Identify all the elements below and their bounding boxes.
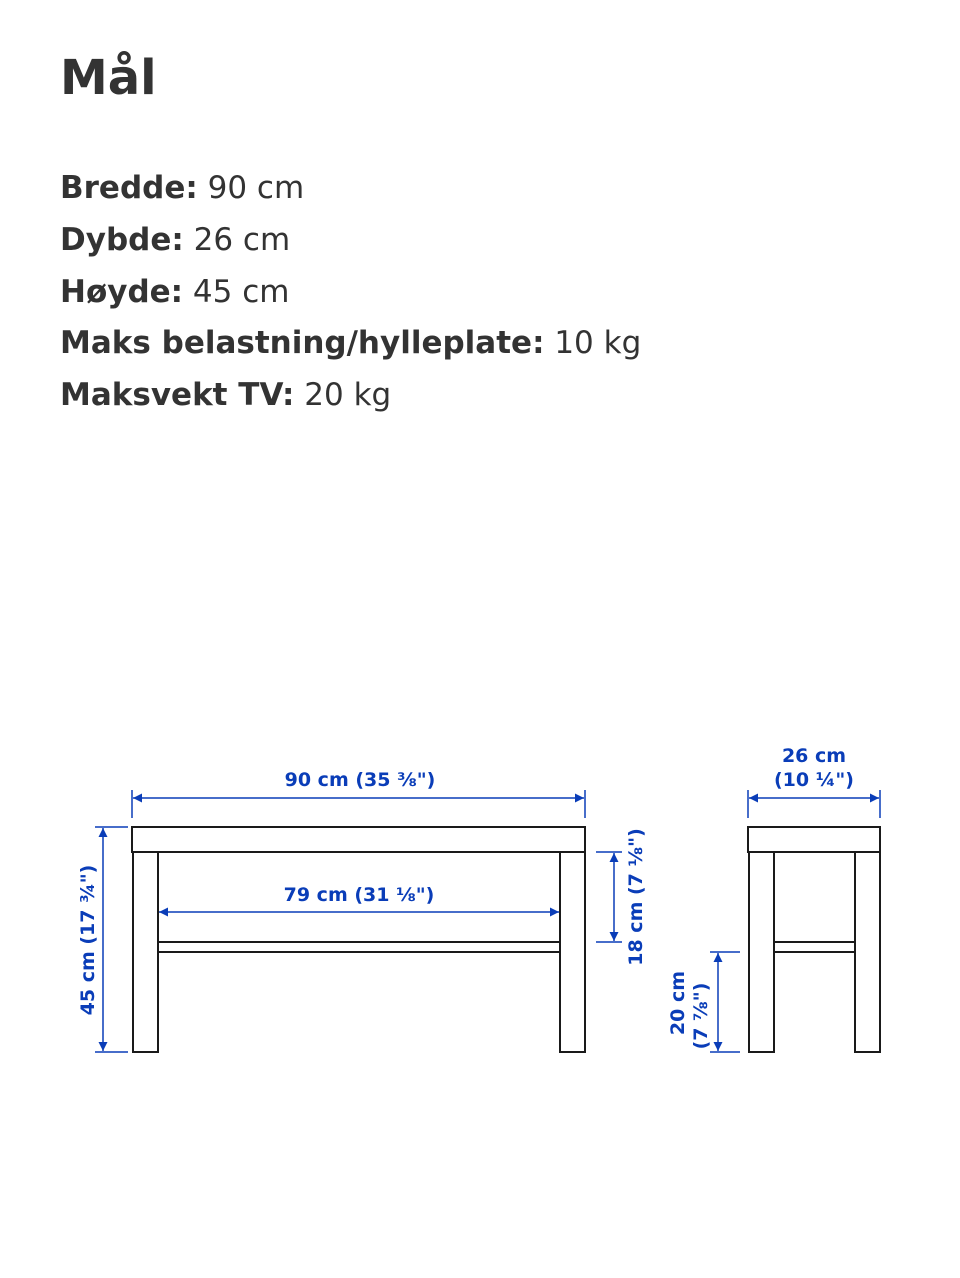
front-left-leg	[133, 852, 158, 1052]
spec-value: 90 cm	[207, 170, 305, 206]
side-depth-label-line1: 26 cm	[781, 745, 847, 767]
spec-value: 26 cm	[193, 221, 291, 258]
spec-value: 20 kg	[304, 377, 392, 414]
side-right-leg	[855, 852, 880, 1052]
side-left-leg	[749, 852, 774, 1052]
front-inner-width-label: 79 cm (31 ⅛")	[283, 884, 435, 906]
front-shelf	[158, 942, 560, 952]
spec-label: Dybde:	[60, 221, 184, 258]
front-width-label: 90 cm (35 ⅜")	[284, 769, 436, 791]
spec-label: Maksvekt TV:	[60, 377, 295, 414]
page-title: Mål	[60, 50, 157, 106]
side-shelf-height-label-line2: (7 ⅞")	[690, 982, 712, 1050]
side-depth-label-line2: (10 ¼")	[774, 769, 854, 791]
spec-label: Maks belastning/hylleplate:	[60, 325, 545, 362]
side-shelf-height-label-line1: 20 cm	[667, 970, 689, 1036]
front-tabletop	[132, 827, 585, 852]
spec-label: Høyde:	[60, 273, 184, 310]
side-tabletop	[748, 827, 880, 852]
side-shelf	[774, 942, 855, 952]
front-right-leg	[560, 852, 585, 1052]
front-view-drawing	[132, 827, 585, 1052]
spec-value: 10 kg	[554, 325, 642, 362]
front-shelf-gap-label: 18 cm (7 ⅛")	[625, 828, 647, 966]
spec-value: 45 cm	[192, 273, 290, 310]
front-height-label: 45 cm (17 ¾")	[77, 864, 99, 1016]
side-view-drawing	[748, 827, 880, 1052]
spec-label: Bredde:	[60, 170, 198, 206]
